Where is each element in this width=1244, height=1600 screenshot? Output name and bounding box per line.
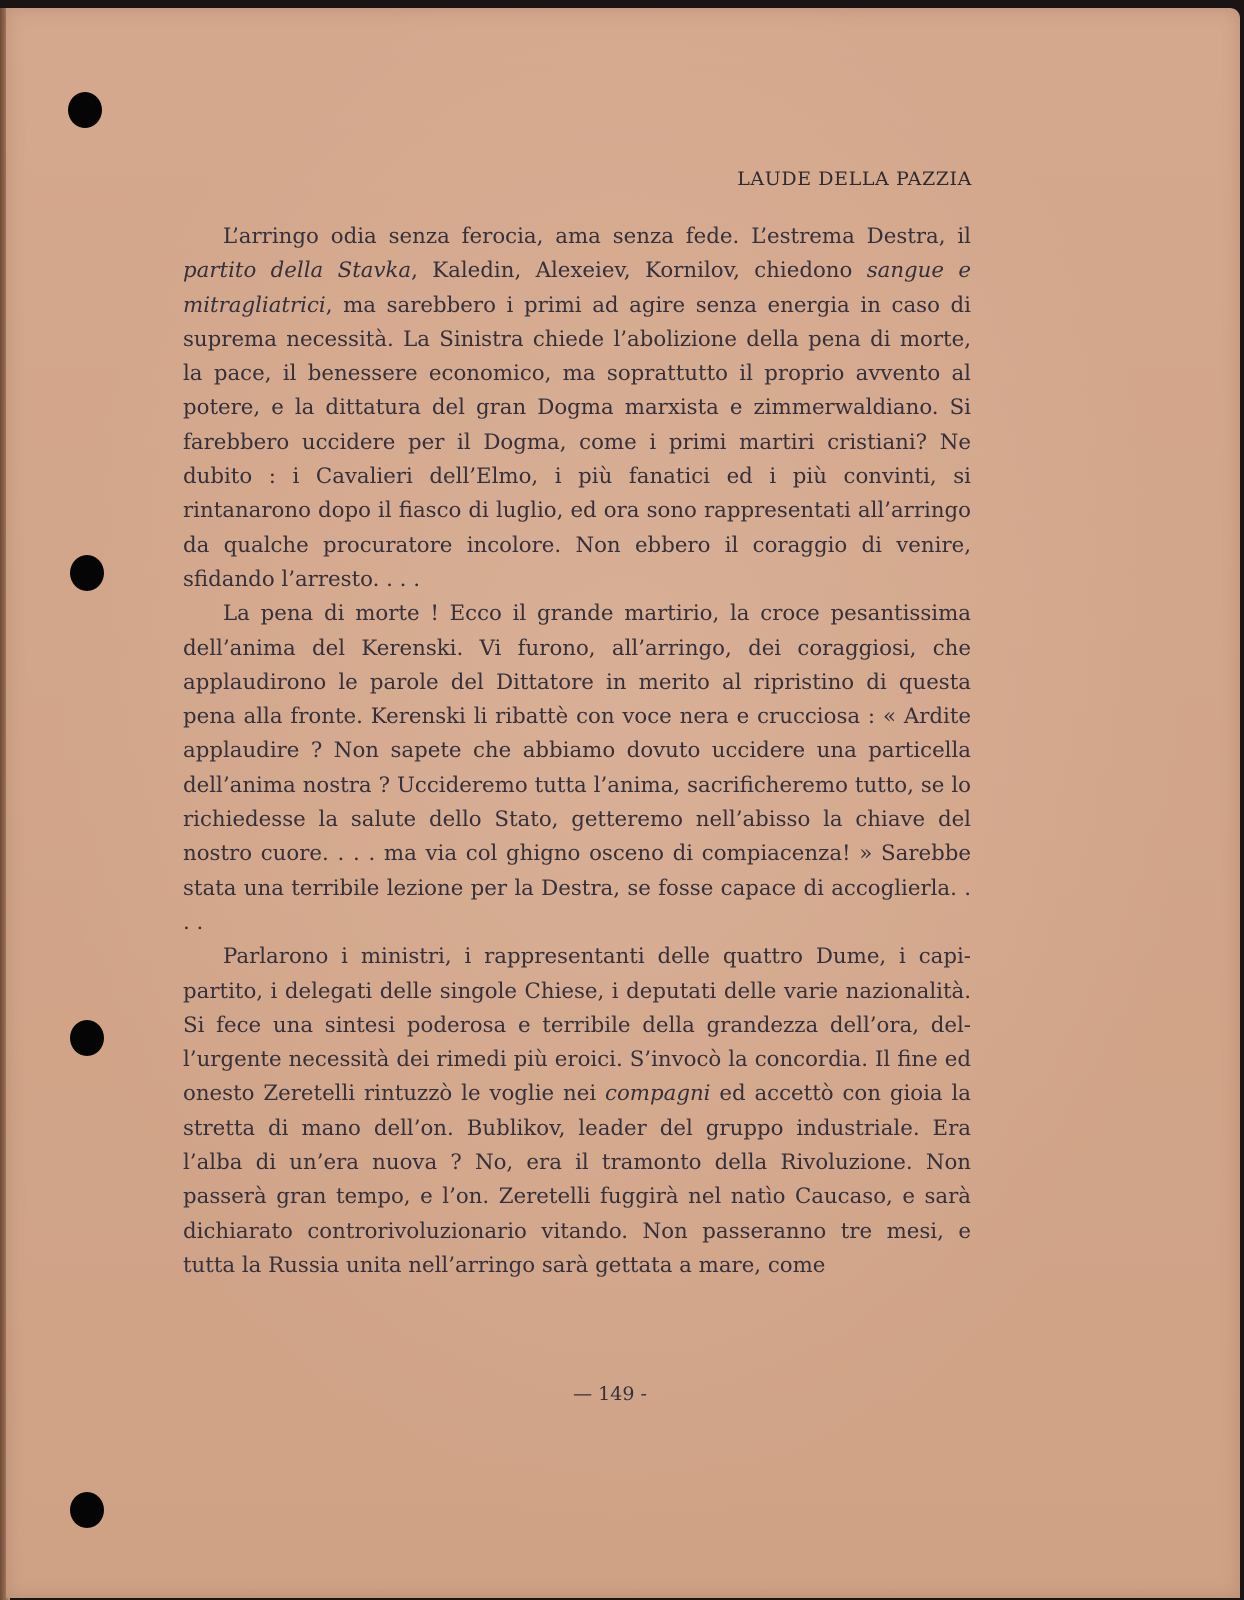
binder-hole bbox=[68, 92, 102, 128]
paragraph bbox=[183, 940, 971, 1283]
text-run: ed accettò con gioia la stretta di mano dell’on. Bublikov, leader del gruppo industriale. Era l’alba di un’era nuova ? No, era il tramonto della Rivoluzione. Non passerà gran tempo, e l’on. Zeretelli fuggirà nel natìo Caucaso, e sarà dichiarato controrivoluzionario vitando. Non passeranno tre mesi, e tutta la Russia unita nell’arringo sarà gettata a mare, come bbox=[183, 1081, 971, 1278]
binder-hole bbox=[70, 1492, 104, 1528]
text-run: L’arringo odia senza ferocia, ama senza fede. L’estrema Destra, il bbox=[223, 224, 971, 249]
page-number: — 149 - bbox=[573, 1383, 647, 1405]
body-text bbox=[183, 220, 971, 1283]
binder-hole bbox=[70, 555, 104, 591]
italic-phrase: partito della Stavka bbox=[183, 258, 412, 284]
paragraph bbox=[183, 220, 971, 597]
italic-phrase: compagni bbox=[605, 1081, 711, 1107]
text-run: , Kaledin, Alexeiev, Kornilov, chiedono bbox=[411, 258, 867, 284]
binder-hole bbox=[70, 1020, 104, 1056]
text-run: , ma sarebbero i primi ad agire senza energia in caso di suprema necessità. La Sinistra chiede l’abolizione della pena di morte, la pace, il benessere economico, ma soprattutto il proprio avvento al potere, e la dittatura del gran Dogma marxista e zimmerwaldiano. Si farebbero uccidere per il Dogma, come i primi martiri cristiani? Ne dubito : i Cavalieri dell’Elmo, i più fanatici ed i più convinti, si rintanarono dopo il fiasco di luglio, ed ora sono rappresentati all’arringo da qualche procuratore incolore. Non ebbero il coraggio di venire, sfidando l’arresto. . . . bbox=[183, 292, 971, 592]
running-head: LAUDE DELLA PAZZIA bbox=[737, 168, 972, 190]
text-run: La pena di morte ! Ecco il grande martirio, la croce pesantissima dell’anima del Kerenski. Vi furono, all’arringo, dei coraggiosi, che applaudirono le parole del Dittatore in merito al ripristino di questa pena alla fronte. Kerenski li ribattè con voce nera e crucciosa : « Ardite applaudire ? Non sapete che abbiamo dovuto uccidere una particella dell’anima nostra ? Uccideremo tutta l’anima, sacrificheremo tutto, se lo richiedesse la salute dello Stato, getteremo nell’abisso la chiave del nostro cuore. . . . ma via col ghigno osceno di compiacenza! » Sarebbe stata una terribile lezione per la Destra, se fosse capace di accoglierla. . . . bbox=[183, 601, 971, 935]
italic-phrase: sangue e mitragliatrici bbox=[183, 258, 971, 318]
paragraph bbox=[183, 597, 971, 940]
text-run: Parlarono i ministri, i rappresentanti delle quattro Dume, i capipartito, i delegati delle singole Chiese, i deputati delle varie nazionalità. Si fece una sintesi poderosa e terribile della grandezza dell’ora, dell’urgente necessità dei rimedi più eroici. S’invocò la concordia. Il fine ed onesto Zeretelli rintuzzò le voglie nei bbox=[183, 944, 971, 1107]
